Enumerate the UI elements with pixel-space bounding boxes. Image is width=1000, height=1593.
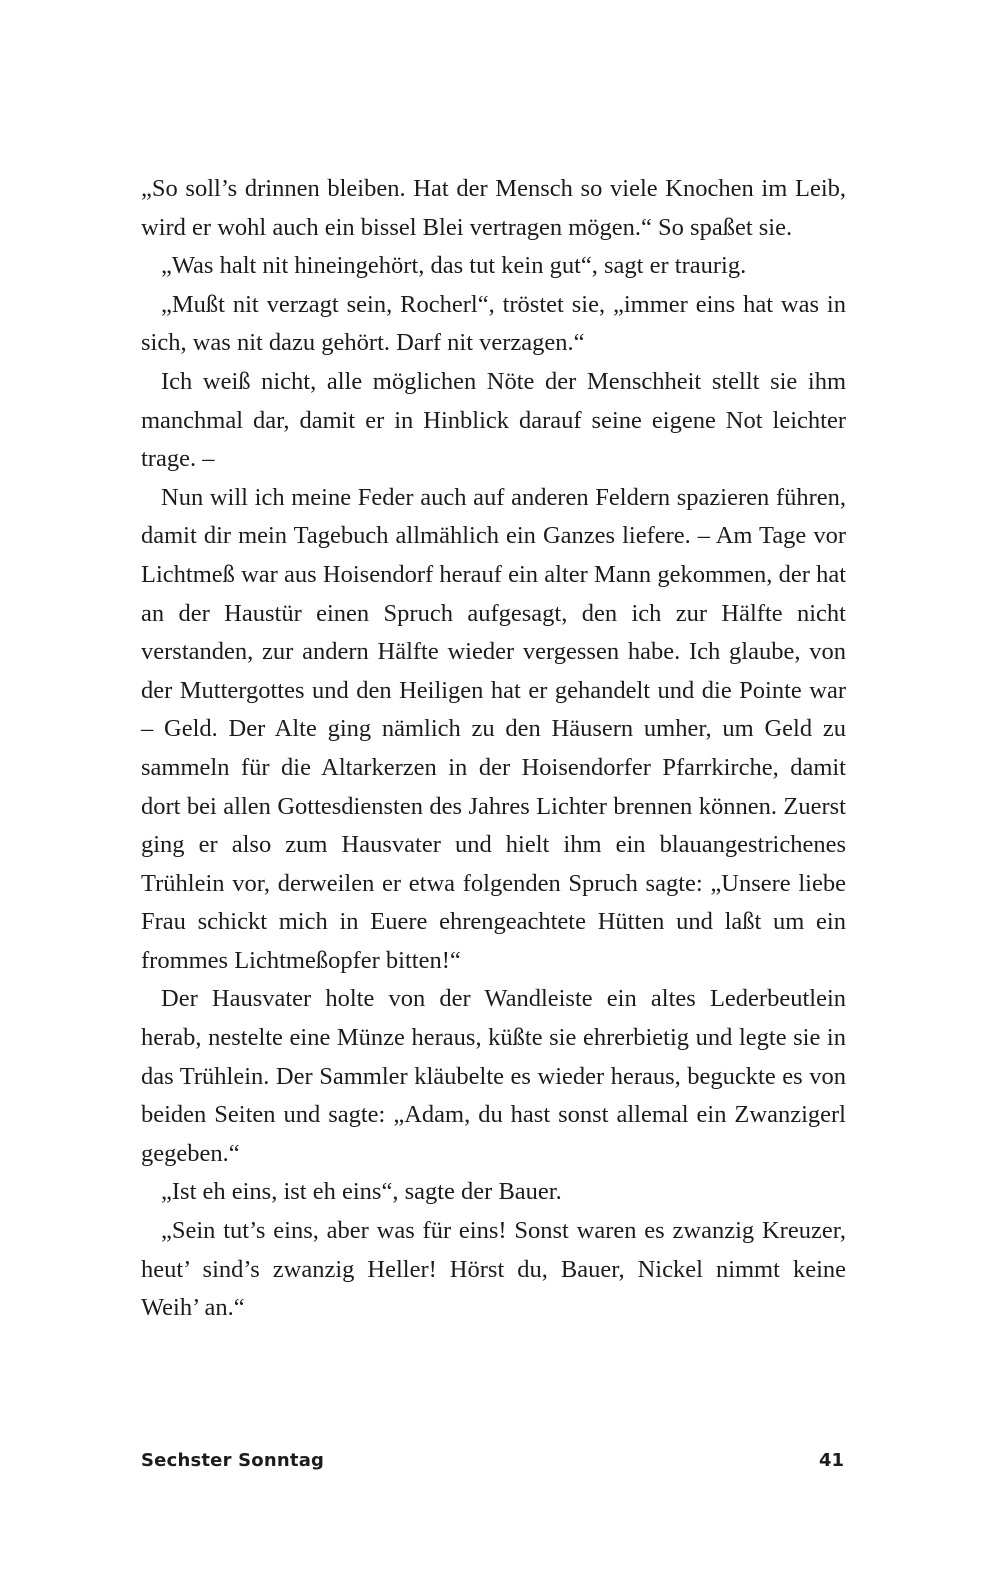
paragraph: Der Hausvater holte von der Wandleiste ein altes Lederbeutlein herab, nestelte eine Münze heraus, küßte sie ehrerbietig und legte sie in das Trühlein. Der Sammler kläubelte es wieder heraus, beguckte es von beiden Seiten und sagte: „Adam, du hast sonst allemal ein Zwanzigerl gegeben.“ bbox=[141, 985, 846, 1167]
paragraph: „Was halt nit hineingehört, das tut kein gut“, sagt er traurig. bbox=[161, 252, 747, 280]
paragraph: „So soll’s drinnen bleiben. Hat der Mensch so viele Knochen im Leib, wird er wohl auch ein bissel Blei vertragen mögen.“ So spaßet sie. bbox=[141, 175, 846, 241]
page-number: 41 bbox=[818, 1450, 844, 1471]
paragraph: „Sein tut’s eins, aber was für eins! Sonst waren es zwanzig Kreuzer, heut’ sind’s zwanzig Heller! Hörst du, Bauer, Nickel nimmt keine Weih’ an.“ bbox=[141, 1217, 846, 1322]
paragraph: „Mußt nit verzagt sein, Rocherl“, tröstet sie, „immer eins hat was in sich, was nit dazu gehört. Darf nit verzagen.“ bbox=[141, 290, 846, 357]
body-text bbox=[141, 170, 846, 1328]
paragraph: „Ist eh eins, ist eh eins“, sagte der Bauer. bbox=[161, 1178, 562, 1206]
paragraph: Ich weiß nicht, alle möglichen Nöte der Menschheit stellt sie ihm manchmal dar, damit er in Hinblick darauf seine eigene Not leichter trage. – bbox=[141, 367, 846, 473]
paragraph: Nun will ich meine Feder auch auf anderen Feldern spazieren führen, damit dir mein Tagebuch allmählich ein Ganzes liefere. – Am Tage vor Lichtmeß war aus Hoisendorf herauf ein alter Mann gekommen, der hat an der Haustür einen Spruch aufgesagt, den ich zur Hälfte nicht verstanden, zur andern Hälfte wieder vergessen habe. Ich glaube, von der Muttergottes und den Heiligen hat er gehandelt und die Pointe war – Geld. Der Alte ging nämlich zu den Häusern umher, um Geld zu sammeln für die Altarkerzen in der Hoisendorfer Pfarrkirche, damit dort bei allen Gottesdiensten des Jahres Lichter brennen können. Zuerst ging er also zum Hausvater und hielt ihm ein blauangestrichenes Trühlein vor, derweilen er etwa folgenden Spruch sagte: „Unsere liebe Frau schickt mich in Euere ehrengeachtete Hütten und laßt um ein frommes Lichtmeßopfer bitten!“ bbox=[141, 483, 846, 974]
running-footer-title: Sechster Sonntag bbox=[141, 1450, 325, 1471]
